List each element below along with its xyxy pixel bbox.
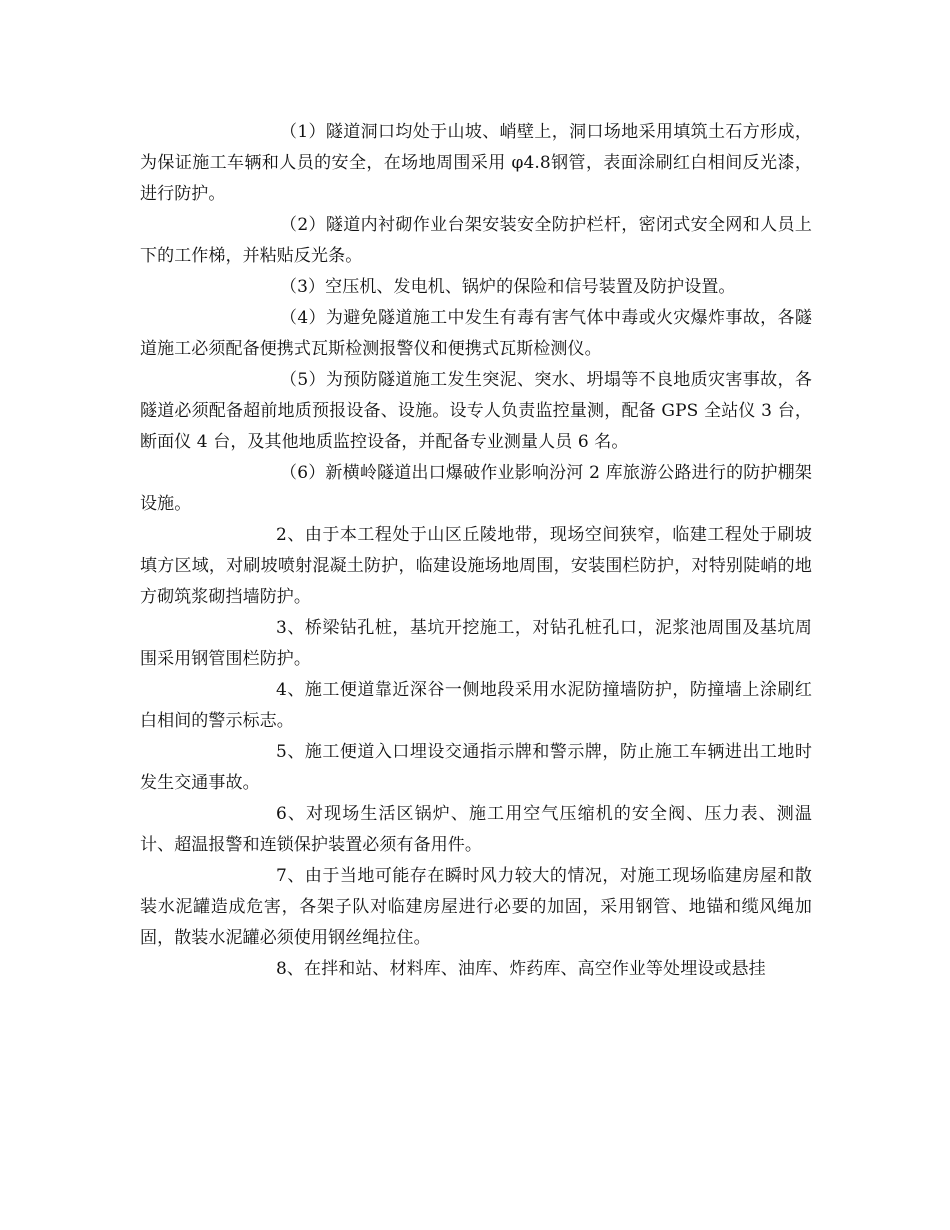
document-body — [140, 117, 812, 985]
paragraph-point-6: 6、对现场生活区锅炉、施工用空气压缩机的安全阀、压力表、测温计、超温报警和连锁保护装置必须有备用件。 — [140, 804, 812, 855]
paragraph-item-5: （5）为预防隧道施工发生突泥、突水、坍塌等不良地质灾害事故，各隧道必须配备超前地质预报设备、设施。设专人负责监控量测，配备 GPS 全站仪 3 台，断面仪 4 台，及其他地质监控设备，并配备专业测量人员 6 名。 — [140, 370, 812, 452]
paragraph-item-2: （2）隧道内衬砌作业台架安装安全防护栏杆，密闭式安全网和人员上下的工作梯，并粘贴反光条。 — [140, 215, 812, 266]
paragraph-point-4: 4、施工便道靠近深谷一侧地段采用水泥防撞墙防护，防撞墙上涂刷红白相间的警示标志。 — [140, 680, 812, 731]
paragraph-point-3: 3、桥梁钻孔桩，基坑开挖施工，对钻孔桩孔口，泥浆池周围及基坑周围采用钢管围栏防护。 — [140, 618, 812, 669]
paragraph-item-3: （3）空压机、发电机、锅炉的保险和信号装置及防护设置。 — [280, 277, 736, 297]
paragraph-item-6: （6）新横岭隧道出口爆破作业影响汾河 2 库旅游公路进行的防护棚架设施。 — [140, 463, 812, 514]
paragraph-point-7: 7、由于当地可能存在瞬时风力较大的情况，对施工现场临建房屋和散装水泥罐造成危害，各架子队对临建房屋进行必要的加固，采用钢管、地锚和缆风绳加固，散装水泥罐必须使用钢丝绳拉住。 — [140, 866, 812, 948]
paragraph-point-2: 2、由于本工程处于山区丘陵地带，现场空间狭窄，临建工程处于刷坡填方区域，对刷坡喷射混凝土防护，临建设施场地周围，安装围栏防护，对特别陡峭的地方砌筑浆砌挡墙防护。 — [140, 525, 812, 607]
paragraph-point-5: 5、施工便道入口埋设交通指示牌和警示牌，防止施工车辆进出工地时发生交通事故。 — [140, 742, 812, 793]
paragraph-item-4: （4）为避免隧道施工中发生有毒有害气体中毒或火灾爆炸事故，各隧道施工必须配备便携式瓦斯检测报警仪和便携式瓦斯检测仪。 — [140, 308, 812, 359]
paragraph-point-8: 8、在拌和站、材料库、油库、炸药库、高空作业等处埋设或悬挂 — [276, 959, 766, 979]
paragraph-item-1: （1）隧道洞口均处于山坡、峭壁上，洞口场地采用填筑土石方形成，为保证施工车辆和人员的安全，在场地周围采用 φ4.8钢管，表面涂刷红白相间反光漆，进行防护。 — [140, 122, 812, 204]
